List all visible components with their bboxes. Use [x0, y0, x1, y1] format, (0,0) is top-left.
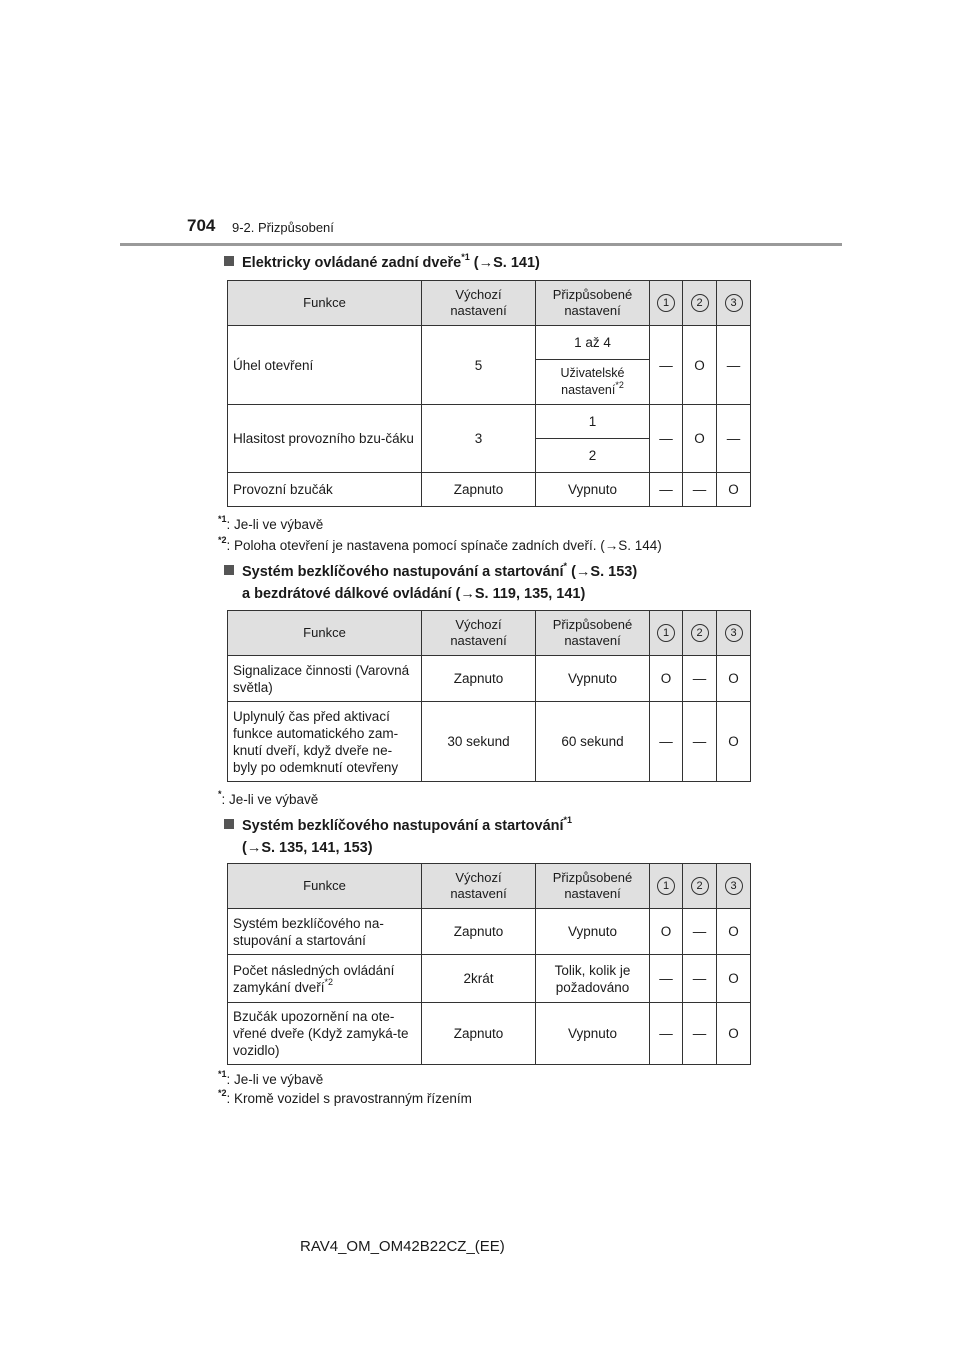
method-1-icon: 1 [657, 877, 675, 895]
table-row: Uplynulý čas před aktivací funkce automatického zam-knutí dveří, když dveře ne-byly po odemknutí otevřeny 30 sekund 60 sekund — — O [228, 702, 751, 782]
col-header-default: Výchozí nastavení [422, 281, 536, 326]
footnote: $^{*2}$: Kromě vozidel s pravostranným řízením [218, 1088, 472, 1106]
bullet-square-icon [224, 565, 234, 575]
col-header-default: Výchozí nastavení [422, 864, 536, 909]
header-rule [120, 243, 842, 246]
footnote: *: Je-li ve výbavě [218, 789, 319, 807]
table-row: Systém bezklíčového na-stupování a startování Zapnuto Vypnuto O — O [228, 909, 751, 955]
table-row: Bzučák upozornění na ote-vřené dveře (Když zamyká-te vozidlo) Zapnuto Vypnuto — — O [228, 1003, 751, 1065]
bullet-square-icon [224, 256, 234, 266]
table-power-tailgate: Funkce Výchozí nastavení Přizpůsobené nastavení 1 2 3 Úhel otevření 5 1 až 4 — O — Uživatelské nastavení$^{*2}$ Hlasitost provozního bzu-čáku 3 1 — O — 2 Provozní bzučák Zapnuto Vypnuto — — O [227, 280, 751, 507]
heading-smart-entry: Systém bezklíčového nastupování a startování$^{*1}$ (→S. 135, 141, 153) [224, 815, 572, 859]
method-1-icon: 1 [657, 624, 675, 642]
table-smart-entry-wireless [227, 610, 751, 782]
method-3-icon: 3 [725, 624, 743, 642]
table-row: Úhel otevření 5 1 až 4 — O — [228, 326, 751, 360]
method-2-icon: 2 [691, 294, 709, 312]
col-header-custom: Přizpůsobené nastavení [536, 864, 650, 909]
footnote: $^{*1}$: Je-li ve výbavě [218, 1069, 324, 1087]
col-header-custom: Přizpůsobené nastavení [536, 281, 650, 326]
heading-power-tailgate: Elektricky ovládané zadní dveře$^{*1}$ (→S. 141) [224, 252, 540, 274]
table-smart-entry [227, 863, 751, 1065]
document-code: RAV4_OM_OM42B22CZ_(EE) [300, 1238, 505, 1255]
footnote: $^{*2}$: Poloha otevření je nastavena pomocí spínače zadních dveří. (→S. 144) [218, 535, 662, 553]
heading-smart-entry-wireless: Systém bezklíčového nastupování a startování* (→S. 153) a bezdrátové dálkové ovládání (→S. 119, 135, 141) [224, 561, 637, 605]
table-row: Počet následných ovládání zamykání dveří$^{*2}$ 2krát Tolik, kolik je požadováno — — O [228, 955, 751, 1003]
table-row: Signalizace činnosti (Varovná světla) Zapnuto Vypnuto O — O [228, 656, 751, 702]
table-row: Hlasitost provozního bzu-čáku 3 1 — O — [228, 405, 751, 439]
section-title: 9-2. Přizpůsobení [232, 220, 334, 235]
method-3-icon: 3 [725, 877, 743, 895]
method-1-icon: 1 [657, 294, 675, 312]
method-2-icon: 2 [691, 877, 709, 895]
table-row: Provozní bzučák Zapnuto Vypnuto — — O [228, 473, 751, 507]
bullet-square-icon [224, 819, 234, 829]
col-header-function: Funkce [228, 864, 422, 909]
col-header-custom: Přizpůsobené nastavení [536, 611, 650, 656]
col-header-function: Funkce [228, 281, 422, 326]
method-2-icon: 2 [691, 624, 709, 642]
method-3-icon: 3 [725, 294, 743, 312]
col-header-default: Výchozí nastavení [422, 611, 536, 656]
page-number: 704 [187, 216, 216, 235]
col-header-function: Funkce [228, 611, 422, 656]
footnote: $^{*1}$: Je-li ve výbavě [218, 514, 324, 532]
